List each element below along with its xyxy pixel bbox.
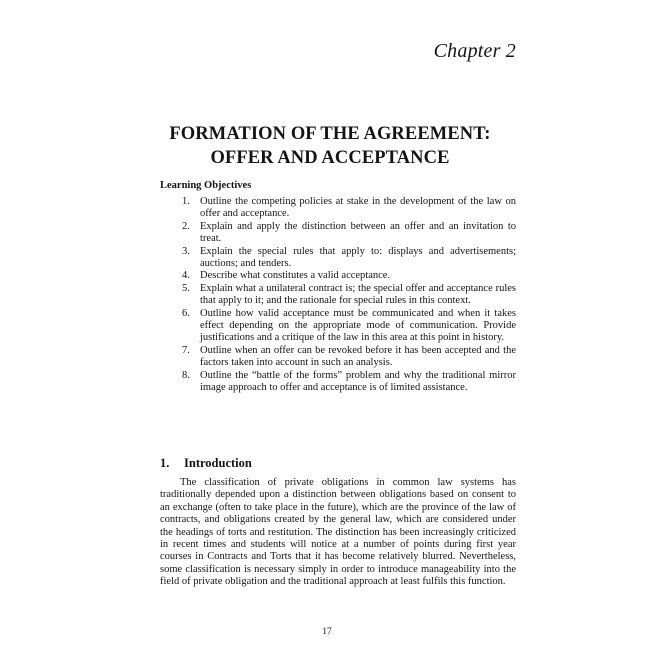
introduction-paragraph: The classification of private obligations in common law systems has traditionally depended upon a distinction between obligations based on consent to an exchange (often to take place in the future), which are the province of the law of contracts, and obligations created by the general law, which are considered under the headings of torts and restitution. The distinction has been increasingly criticized in recent times and students will notice at a number of points during first year courses in Contracts and Torts that it has become relatively blurred. Nevertheless, some classification is necessary simply in order to introduce manageability into the field of private obligation and the traditional approach at least fulfils this function. xyxy=(160,477,516,588)
chapter-title xyxy=(120,122,540,170)
section-heading xyxy=(160,456,252,471)
objective-item xyxy=(182,196,516,221)
objective-item xyxy=(182,345,516,370)
objective-text: Explain what a unilateral contract is; the special offer and acceptance rules that apply to it; and the rationale for special rules in this context. xyxy=(200,282,516,307)
objective-number: 8. xyxy=(182,369,190,381)
objective-item xyxy=(182,221,516,246)
objective-text: Outline how valid acceptance must be communicated and when it takes effect depending on the appropriate mode of communication. Provide justifications and a critique of the law in this area at this point in history. xyxy=(200,307,516,344)
objective-item xyxy=(182,308,516,345)
objective-text: Explain the special rules that apply to: displays and advertisements; auctions; and tenders. xyxy=(200,245,516,270)
objective-text: Outline the competing policies at stake in the development of the law on offer and acceptance. xyxy=(200,196,516,220)
objective-text: Outline the “battle of the forms” problem and why the traditional mirror image approach to offer and acceptance is of limited assistance. xyxy=(200,369,516,394)
objective-number: 3. xyxy=(182,245,190,257)
chapter-title-line-1: FORMATION OF THE AGREEMENT: xyxy=(169,124,491,144)
objective-text: Outline when an offer can be revoked before it has been accepted and the factors taken into account in such an analysis. xyxy=(200,344,516,369)
section-title: Introduction xyxy=(184,456,252,470)
objective-text: Explain and apply the distinction between an offer and an invitation to treat. xyxy=(200,220,516,245)
objective-item xyxy=(182,283,516,308)
learning-objectives-list xyxy=(182,196,516,395)
section-number: 1. xyxy=(160,456,170,470)
objective-number: 2. xyxy=(182,220,190,232)
objective-item xyxy=(182,270,516,282)
objective-number: 5. xyxy=(182,282,190,294)
objective-item xyxy=(182,246,516,271)
page-number: 17 xyxy=(322,627,332,637)
objective-item xyxy=(182,370,516,395)
objective-number: 1. xyxy=(182,196,190,207)
chapter-label: Chapter 2 xyxy=(433,40,516,62)
objective-number: 4. xyxy=(182,270,190,282)
objective-number: 6. xyxy=(182,307,190,319)
learning-objectives-heading: Learning Objectives xyxy=(160,180,252,191)
objective-text: Describe what constitutes a valid acceptance. xyxy=(200,270,391,282)
objective-number: 7. xyxy=(182,344,190,356)
chapter-title-line-2: OFFER AND ACCEPTANCE xyxy=(210,148,450,168)
